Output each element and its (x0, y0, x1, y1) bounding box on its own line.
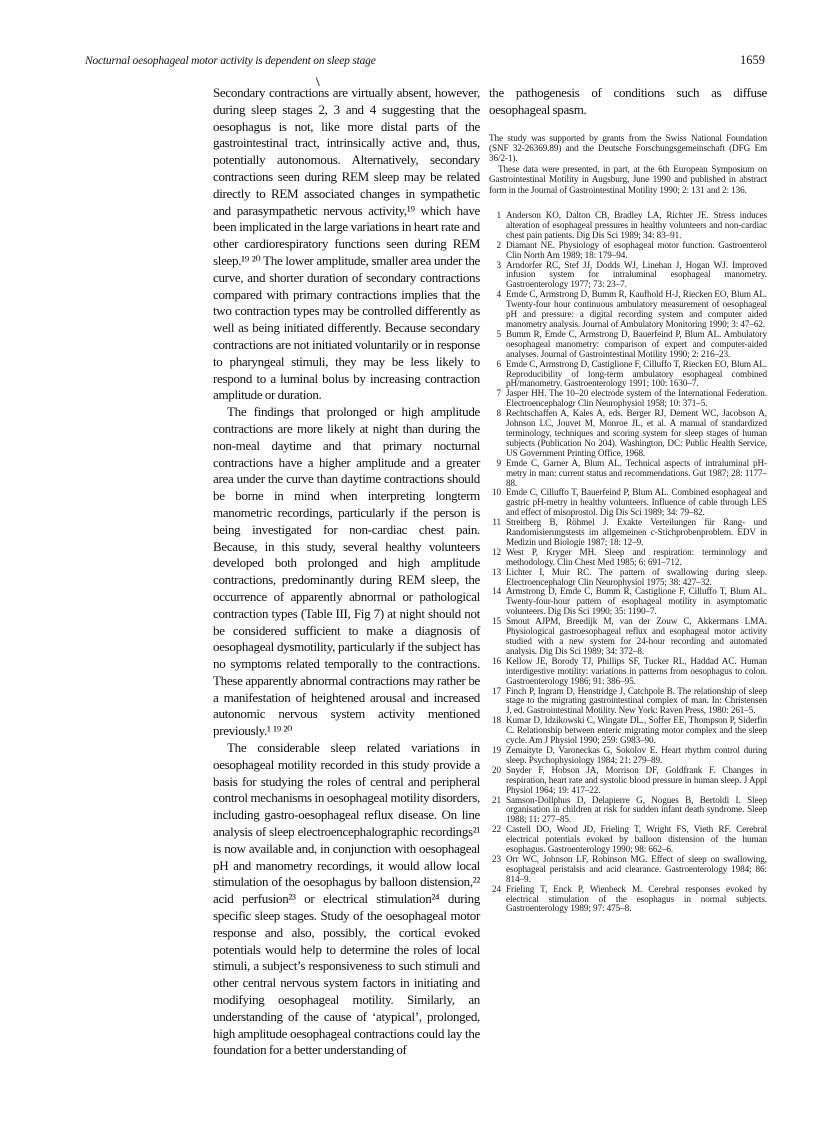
acknowledgements-block (489, 133, 767, 195)
reference-number: 13 (492, 566, 501, 577)
reference-number: 3 (496, 259, 501, 270)
reference-text: Diamant NE. Physiology of esophageal motor function. Gastroenterol Clin North Am 1989; 18: 179–94. (506, 239, 767, 260)
body-paragraph: The considerable sleep related variations in oesophageal motility recorded in this study provide a basis for studying the roles of central and peripheral control mechanisms in oesophageal motility disorders, including gastro-oesophageal reflux disease. On line analysis of sleep electroencephalographic recordings²¹ is now available and, in conjunction with oesophageal pH and manometry recordings, it would allow local stimulation of the oesophagus by balloon distension,²² acid perfusion²³ or electrical stimulation²⁴ during specific sleep stages. Study of the oesophageal motor response and also, possibly, the cortical evoked potentials would help to determine the roles of local stimuli, a subject’s responsiveness to such stimuli and other central nervous system factors in initiating and modifying oesophageal motility. Similarly, an understanding of the cause of ‘atypical’, prolonged, high amplitude oesophageal contractions could lay the foundation for a better understanding of (213, 740, 480, 1058)
reference-number: 11 (492, 517, 501, 528)
reference-item (489, 568, 767, 588)
reference-text: Jasper HH. The 10–20 electrode system of the International Federation. Electroencephalogr Clin Neurophysiol 1958; 10: 371–5. (506, 388, 767, 409)
reference-number: 19 (492, 744, 501, 755)
page-number: 1659 (740, 53, 765, 67)
reference-text: Rechtschaffen A, Kales A, eds. Berger RJ, Dement WC, Jacobson A, Johnson LC, Jouvet M, Monroe JL, et al. A manual of standardized terminology, techniques and scoring system for sleep stages of human subjects (Publication No 204). Washington, DC: Public Health Service, US Government Printing Office, 1968. (506, 408, 767, 458)
reference-number: 20 (492, 764, 501, 775)
body-paragraph: the pathogenesis of conditions such as diffuse oesophageal spasm. (489, 85, 767, 117)
body-paragraph: The findings that prolonged or high amplitude contractions are more likely at night than during the non-meal daytime and that primary nocturnal contractions have a higher amplitude and a greater area under the curve than daytime contractions should be borne in mind when interpreting longterm manometric recordings, particularly if the person is being investigated for non-cardiac chest pain. Because, in this study, several healthy volunteers developed both prolonged and high amplitude contractions, predominantly during REM sleep, the occurrence of apparently abnormal or pathological contraction types (Table III, Fig 7) at night should not be considered sufficient to make a diagnosis of oesophageal dysmotility, particularly if the subject has no symptoms related temporally to the contractions. These apparently abnormal contractions may rather be a manifestation of heightened arousal and increased autonomic nervous system activity mentioned previously.¹ ¹⁹ ²⁰ (213, 404, 480, 739)
reference-number: 24 (492, 883, 501, 894)
reference-item (489, 211, 767, 241)
reference-text: Bumm R, Emde C, Armstrong D, Bauerfeind P, Blum AL. Ambulatory oesophageal manometry: comparison of expert and computer-aided analyses. Journal of Gastrointestinal Motility 1990; 2: 216–23. (506, 328, 767, 359)
reference-item (489, 409, 767, 459)
reference-item (489, 855, 767, 885)
reference-item (489, 330, 767, 360)
reference-number: 7 (496, 388, 501, 399)
reference-text: Lichter I, Muir RC. The pattern of swallowing during sleep. Electroencephalogr Clin Neurophysiol 1975; 38: 427–32. (506, 566, 767, 587)
reference-text: Frieling T, Enck P, Wienbeck M. Cerebral responses evoked by electrical stimulation of the esophagus in normal subjects. Gastroenterology 1989; 97: 475–8. (506, 883, 767, 914)
right-column (489, 85, 767, 914)
reference-number: 12 (492, 546, 501, 557)
reference-text: Snyder F, Hobson JA, Morrison DF, Goldfrank F. Changes in respiration, heart rate and systolic blood pressure in human sleep. J Appl Physiol 1964; 19: 417–22. (506, 764, 767, 795)
reference-item (489, 518, 767, 548)
acknowledgement-paragraph: The study was supported by grants from the Swiss National Foundation (SNF 32-26369.89) and the Deutsche Forschungsgemeinschaft (DFG Em 36/2-1). (489, 132, 767, 164)
running-head: Nocturnal oesophageal motor activity is dependent on sleep stage (85, 55, 376, 67)
reference-text: Anderson KO, Dalton CB, Bradley LA, Richter JE. Stress induces alteration of esophageal pressures in healthy volunteers and non-cardiac chest pain patients. Dig Dis Sci 1989; 34: 83–91. (506, 210, 767, 240)
reference-number: 23 (492, 853, 501, 864)
reference-item (489, 825, 767, 855)
reference-number: 21 (492, 794, 501, 805)
body-paragraph: Secondary contractions are virtually absent, however, during sleep stages 2, 3 and 4 suggesting that the oesophagus is not, like more distal parts of the gastrointestinal tract, intrinsically active and, thus, potentially autonomous. Alternatively, secondary contractions seen during REM sleep may be related directly to REM associated changes in sympathetic and parasympathetic nervous activity,¹⁹ which have been implicated in the large variations in heart rate and other cardiorespiratory functions seen during REM sleep.¹⁹ ²⁰ The lower amplitude, smaller area under the curve, and shorter duration of secondary contractions compared with primary contractions implies that the two contraction types may be controlled differently as well as being initiated differently. Because secondary contractions are not initiated voluntarily or in response to pharyngeal stimuli, they may be less likely to respond to a luminal bolus by increasing contraction amplitude or duration. (213, 85, 480, 403)
reference-number: 17 (492, 685, 501, 696)
reference-text: Zemaityte D, Varoneckas G, Sokolov E. Heart rhythm control during sleep. Psychophysiology 1984; 21: 279–89. (506, 744, 767, 765)
reference-item (489, 885, 767, 915)
reference-item (489, 459, 767, 489)
reference-number: 4 (496, 289, 501, 300)
reference-number: 6 (496, 358, 501, 369)
reference-number: 8 (496, 408, 501, 419)
reference-item (489, 261, 767, 291)
reference-item (489, 746, 767, 766)
reference-text: Castell DO, Wood JD, Frieling T, Wright FS, Vieth RF. Cerebral electrical potentials evoked by balloon distension of the human esophagus. Gastroenterology 1990; 98: 662–6. (506, 824, 767, 855)
reference-text: Orr WC, Johnson LF, Robinson MG. Effect of sleep on swallowing, esophageal peristalsis and acid clearance. Gastroenterology 1984; 86: 814–9. (506, 853, 767, 884)
scan-artifact-mark: \ (316, 74, 320, 89)
reference-item (489, 241, 767, 261)
reference-item (489, 360, 767, 390)
reference-item (489, 687, 767, 717)
reference-number: 22 (492, 824, 501, 835)
reference-number: 14 (492, 586, 501, 597)
reference-number: 18 (492, 715, 501, 726)
reference-item (489, 389, 767, 409)
reference-item (489, 796, 767, 826)
reference-text: West P, Kryger MH. Sleep and respiration: terminology and methodology. Clin Chest Med 1985; 6: 691–712. (506, 546, 767, 567)
reference-number: 15 (492, 616, 501, 627)
reference-text: Kellow JE, Borody TJ, Phillips SF, Tucker RL, Haddad AC. Human interdigestive motility: variations in patterns from oesophagus to colon. Gastroenterology 1986; 91: 386–95. (506, 655, 767, 686)
reference-text: Smout AJPM, Breedijk M, van der Zouw C, Akkermans LMA. Physiological gastroesophageal reflux and esophageal motor activity studied with a new system for 24-hour recording and automated analysis. Dig Dis Sci 1989; 34: 372–8. (506, 616, 767, 656)
left-column (213, 85, 480, 1059)
reference-text: Emde C, Armstrong D, Castiglione F, Cilluffo T, Riecken EO, Blum AL. Reproducibility of long-term ambulatory esophageal combined pH/manometry. Gastroenterology 1991; 100: 1630–7. (506, 358, 767, 389)
reference-item (489, 766, 767, 796)
reference-item (489, 548, 767, 568)
reference-item (489, 617, 767, 657)
reference-number: 5 (496, 328, 501, 339)
reference-text: Armstrong D, Emde C, Bumm R, Castiglione F, Cilluffo T, Blum AL. Twenty-four-hour pattern of esophageal motility in asymptomatic volunteers. Dig Dis Sci 1990; 35: 1190–7. (506, 586, 767, 617)
reference-list (489, 211, 767, 914)
reference-number: 16 (492, 655, 501, 666)
reference-text: Streitberg B, Röhmel J. Exakte Verteilungen für Rang- und Randomisierungstests im allgemeinen c-Stichprobenproblem. EDV in Medizin und Biologie 1987; 18: 12–9. (506, 517, 767, 547)
reference-item (489, 716, 767, 746)
reference-text: Arndorfer RC, Stef JJ, Dodds WJ, Linehan J, Hogan WJ. Improved infusion system for intraluminal esophageal manometry. Gastroenterology 1977; 73: 23–7. (506, 259, 767, 290)
reference-text: Finch P, Ingram D, Henstridge J, Catchpole B. The relationship of sleep stage to the migrating gastrointestinal complex of man. In: Christensen J, ed. Gastrointestinal Motility. New York: Raven Press, 1980: 261–5. (506, 685, 767, 716)
reference-text: Emde C, Armstrong D, Bumm R, Kaufhold H-J, Riecken EO, Blum AL. Twenty-four hour continuous ambulatory measurement of oesophageal pH and pressure: a digital recording system and computer aided manometry analysis. Journal of Ambulatory Monitoring 1990; 3: 47–62. (506, 289, 767, 329)
reference-number: 2 (496, 239, 501, 250)
reference-item (489, 587, 767, 617)
reference-item (489, 657, 767, 687)
acknowledgement-paragraph: These data were presented, in part, at the 6th European Symposium on Gastrointestinal Motility in Augsburg, June 1990 and published in abstract form in the Journal of Gastrointestinal Motility 1990; 2: 131 and 2: 136. (489, 163, 767, 195)
reference-item (489, 488, 767, 518)
reference-text: Kumar D, Idzikowski C, Wingate DL., Soffer EE, Thompson P, Siderfin C. Relationship between enteric migrating motor complex and the sleep cycle. Am J Physiol 1990; 259: G983–90. (506, 715, 767, 746)
reference-number: 9 (496, 457, 501, 468)
reference-text: Samson-Dollphus D, Delapierre G, Nogues B, Bertoldi I. Sleep organisation in children at risk for sudden infant death syndrome. Sleep 1988; 11: 277–85. (506, 794, 767, 825)
reference-number: 1 (496, 210, 501, 221)
reference-number: 10 (492, 487, 501, 498)
reference-item (489, 290, 767, 330)
reference-text: Emde C, Cilluffo T, Bauerfeind P, Blum AL. Combined esophageal and gastric pH-metry in healthy volunteers. Influence of cable through LES and effect of misoprostol. Dig Dis Sci 1989; 34: 79–82. (506, 487, 767, 518)
reference-text: Emde C, Garner A, Blum AL. Technical aspects of intraluminal pH-metry in man: current status and recommendations. Gut 1987; 28: 1177–88. (506, 457, 767, 488)
